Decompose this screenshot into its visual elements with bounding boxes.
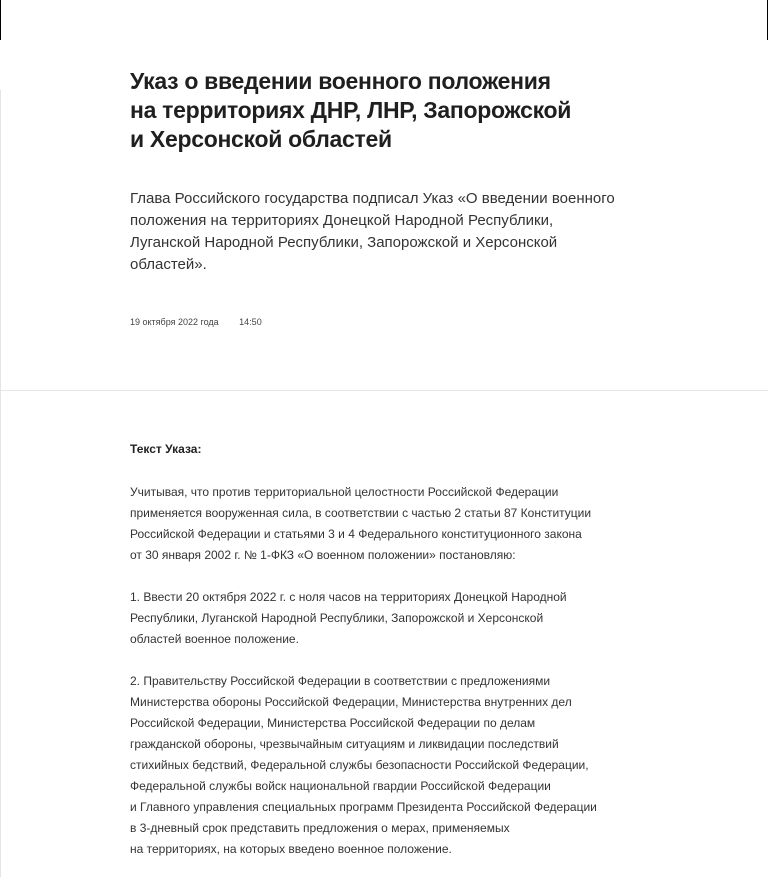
- frame-line-left: [0, 0, 1, 40]
- frame-line-right: [767, 0, 768, 40]
- article-title: Указ о введении военного положения на территориях ДНР, ЛНР, Запорожской и Херсонской областей: [130, 68, 572, 152]
- article-date: 19 октября 2022 года: [130, 317, 219, 327]
- decree-text-section: [130, 442, 670, 881]
- card-edge: [0, 90, 1, 877]
- article-time: 14:50: [239, 317, 262, 327]
- article-lead: Глава Российского государства подписал Указ «О введении военного положения на территориях Донецкой Народной Республики, Луганской Народной Республики, Запорожской и Херсонской областей».: [130, 190, 615, 273]
- article-meta: [130, 317, 262, 327]
- decree-heading: Текст Указа:: [130, 442, 202, 456]
- decree-paragraph-2: 2. Правительству Российской Федерации в соответствии с предложениями Министерства обороны Российской Федерации, Министерства внутренних дел Российской Федерации, Министерства Российской Федерации по делам гражданской обороны, чрезвычайным ситуациям и ликвидации последствий стихийных бедствий, Федеральной службы безопасности Российской Федерации, Федеральной службы войск национальной гвардии Российской Федерации и Главного управления специальных программ Президента Российской Федерации в 3-дневный срок представить предложения о мерах, применяемых на территориях, на которых введено военное положение.: [130, 674, 597, 856]
- decree-paragraph-preamble: Учитывая, что против территориальной целостности Российской Федерации применяется вооруженная сила, в соответствии с частью 2 статьи 87 Конституции Российской Федерации и статьями 3 и 4 Федерального конституционного закона от 30 января 2002 г. № 1-ФКЗ «О военном положении» постановляю:: [130, 485, 592, 562]
- decree-paragraph-1: 1. Ввести 20 октября 2022 г. с ноля часов на территориях Донецкой Народной Республики, Луганской Народной Республики, Запорожской и Херсонской областей военное положение.: [130, 590, 567, 646]
